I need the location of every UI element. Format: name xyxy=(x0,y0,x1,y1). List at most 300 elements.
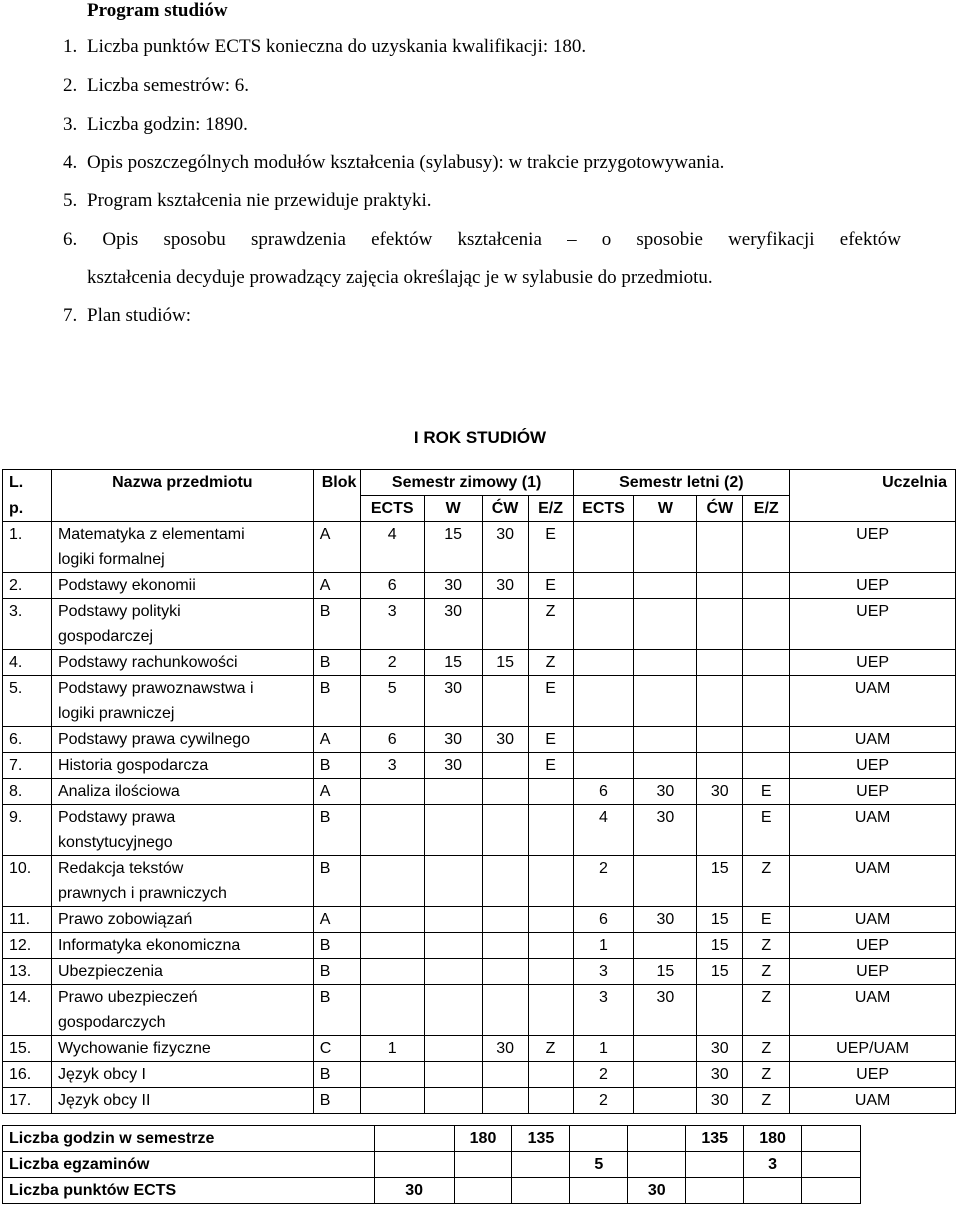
winter-w: 15 xyxy=(424,650,482,676)
subject-name-line: Informatyka ekonomiczna xyxy=(57,937,241,954)
winter-w: 30 xyxy=(424,573,482,599)
table-row xyxy=(3,599,956,650)
summer-w xyxy=(634,727,697,753)
subject-name-line: Podstawy prawa cywilnego xyxy=(57,731,251,748)
row-number: 15. xyxy=(3,1036,52,1062)
winter-ects xyxy=(360,959,424,985)
summer-w: 30 xyxy=(634,907,697,933)
summer-ects: 6 xyxy=(573,779,634,805)
subject-name-line: Język obcy I xyxy=(57,1066,146,1083)
summer-cw xyxy=(697,650,743,676)
summer-ects: 2 xyxy=(573,856,634,907)
row-number: 14. xyxy=(3,985,52,1036)
summer-w: 30 xyxy=(634,779,697,805)
subject-name xyxy=(51,1088,313,1114)
summary-value xyxy=(454,1152,512,1178)
row-number: 13. xyxy=(3,959,52,985)
table-row xyxy=(3,779,956,805)
winter-cw xyxy=(482,985,528,1036)
winter-cw xyxy=(482,676,528,727)
summer-w xyxy=(634,1036,697,1062)
table-row xyxy=(3,522,956,573)
summary-table xyxy=(2,1125,861,1204)
block-code: B xyxy=(313,856,360,907)
summary-value: 135 xyxy=(686,1126,744,1152)
university: UAM xyxy=(790,676,956,727)
winter-ez xyxy=(528,907,573,933)
block-code: B xyxy=(313,676,360,727)
block-code: B xyxy=(313,1088,360,1114)
block-code: A xyxy=(313,727,360,753)
winter-w xyxy=(424,959,482,985)
winter-ects xyxy=(360,985,424,1036)
winter-ects: 3 xyxy=(360,753,424,779)
subject-name xyxy=(51,599,313,650)
winter-w xyxy=(424,985,482,1036)
summer-w xyxy=(634,522,697,573)
summary-value xyxy=(374,1126,454,1152)
block-code: A xyxy=(313,522,360,573)
summary-value xyxy=(570,1126,628,1152)
winter-ez xyxy=(528,985,573,1036)
header-winter-ects: ECTS xyxy=(360,496,424,522)
winter-cw xyxy=(482,805,528,856)
table-row xyxy=(3,727,956,753)
summer-cw xyxy=(697,805,743,856)
block-code: B xyxy=(313,1062,360,1088)
summer-w xyxy=(634,1088,697,1114)
winter-ects xyxy=(360,1062,424,1088)
summer-ects xyxy=(573,573,634,599)
subject-name-line: Analiza ilościowa xyxy=(57,783,180,800)
winter-w xyxy=(424,856,482,907)
winter-cw xyxy=(482,933,528,959)
university: UEP/UAM xyxy=(790,1036,956,1062)
summer-ez xyxy=(743,522,790,573)
winter-cw xyxy=(482,779,528,805)
winter-cw: 30 xyxy=(482,522,528,573)
subject-name xyxy=(51,856,313,907)
summer-ez xyxy=(743,599,790,650)
table-row xyxy=(3,753,956,779)
winter-ez xyxy=(528,779,573,805)
subject-name xyxy=(51,727,313,753)
winter-ez: E xyxy=(528,727,573,753)
subject-name-line: logiki formalnej xyxy=(57,551,165,568)
summer-ez xyxy=(743,676,790,727)
summer-ez: Z xyxy=(743,856,790,907)
row-number: 9. xyxy=(3,805,52,856)
winter-cw: 30 xyxy=(482,573,528,599)
subject-name xyxy=(51,1062,313,1088)
row-number: 11. xyxy=(3,907,52,933)
row-number: 8. xyxy=(3,779,52,805)
block-code: B xyxy=(313,959,360,985)
program-point-4: 4. Opis poszczególnych modułów kształcenia (sylabusy): w trakcie przygotowywania. xyxy=(63,152,725,173)
summer-ects xyxy=(573,650,634,676)
summer-cw xyxy=(697,599,743,650)
subject-name xyxy=(51,805,313,856)
summary-value xyxy=(628,1126,686,1152)
winter-ez xyxy=(528,856,573,907)
university: UEP xyxy=(790,522,956,573)
summer-cw: 15 xyxy=(697,959,743,985)
summer-ez: E xyxy=(743,805,790,856)
header-winter-semester: Semestr zimowy (1) xyxy=(360,470,573,496)
subject-name xyxy=(51,650,313,676)
summer-ez xyxy=(743,650,790,676)
summer-cw: 30 xyxy=(697,779,743,805)
subject-name xyxy=(51,907,313,933)
subject-name-line: gospodarczej xyxy=(57,628,154,645)
summer-ects xyxy=(573,753,634,779)
summary-value: 3 xyxy=(744,1152,802,1178)
university: UEP xyxy=(790,779,956,805)
table-body xyxy=(3,522,956,1114)
winter-ects: 5 xyxy=(360,676,424,727)
summary-value xyxy=(374,1152,454,1178)
winter-cw: 15 xyxy=(482,650,528,676)
summer-ez: E xyxy=(743,779,790,805)
row-number: 4. xyxy=(3,650,52,676)
winter-ez: Z xyxy=(528,1036,573,1062)
summary-value xyxy=(686,1152,744,1178)
winter-ez xyxy=(528,933,573,959)
header-lp: L. xyxy=(3,470,52,496)
summer-ects: 1 xyxy=(573,1036,634,1062)
summer-cw: 30 xyxy=(697,1062,743,1088)
winter-ects xyxy=(360,805,424,856)
subject-name xyxy=(51,573,313,599)
row-number: 10. xyxy=(3,856,52,907)
summer-ects: 3 xyxy=(573,959,634,985)
winter-cw: 30 xyxy=(482,727,528,753)
summary-row xyxy=(3,1126,861,1152)
summer-ez: Z xyxy=(743,959,790,985)
winter-ez xyxy=(528,1088,573,1114)
summer-ects: 4 xyxy=(573,805,634,856)
row-number: 7. xyxy=(3,753,52,779)
winter-ez xyxy=(528,1062,573,1088)
winter-w xyxy=(424,1088,482,1114)
summary-value xyxy=(686,1178,744,1204)
subject-name-line: Podstawy prawa xyxy=(57,809,176,826)
winter-cw xyxy=(482,753,528,779)
summary-value xyxy=(744,1178,802,1204)
table-header-row xyxy=(3,470,956,496)
university: UAM xyxy=(790,985,956,1036)
summer-ez: Z xyxy=(743,933,790,959)
summer-cw xyxy=(697,573,743,599)
program-point-1: 1. Liczba punktów ECTS konieczna do uzyskania kwalifikacji: 180. xyxy=(63,36,587,57)
winter-ez: E xyxy=(528,573,573,599)
summary-label: Liczba punktów ECTS xyxy=(3,1178,375,1204)
summary-value: 180 xyxy=(454,1126,512,1152)
university: UAM xyxy=(790,907,956,933)
program-point-6: 6. Opis sposobu sprawdzenia efektów kształcenia – o sposobie weryfikacji efektów xyxy=(63,229,901,250)
winter-w: 30 xyxy=(424,676,482,727)
summer-cw: 30 xyxy=(697,1088,743,1114)
subject-name xyxy=(51,522,313,573)
subject-name xyxy=(51,959,313,985)
summer-ects xyxy=(573,727,634,753)
winter-cw xyxy=(482,856,528,907)
subject-name-line: gospodarczych xyxy=(57,1014,166,1031)
summary-value xyxy=(454,1178,512,1204)
winter-cw: 30 xyxy=(482,1036,528,1062)
table-row xyxy=(3,805,956,856)
winter-ez: Z xyxy=(528,599,573,650)
table-row xyxy=(3,1062,956,1088)
winter-w: 30 xyxy=(424,599,482,650)
winter-w xyxy=(424,779,482,805)
row-number: 6. xyxy=(3,727,52,753)
university: UEP xyxy=(790,753,956,779)
winter-w: 30 xyxy=(424,753,482,779)
row-number: 1. xyxy=(3,522,52,573)
subject-name-line: Podstawy prawoznawstwa i xyxy=(57,680,254,697)
winter-ez: Z xyxy=(528,650,573,676)
winter-cw xyxy=(482,1088,528,1114)
table-row xyxy=(3,985,956,1036)
summer-cw: 15 xyxy=(697,856,743,907)
winter-w xyxy=(424,933,482,959)
table-row xyxy=(3,1088,956,1114)
winter-ects: 4 xyxy=(360,522,424,573)
summer-cw: 30 xyxy=(697,1036,743,1062)
summary-value-empty xyxy=(802,1152,861,1178)
summer-cw xyxy=(697,727,743,753)
summer-w xyxy=(634,856,697,907)
summary-row xyxy=(3,1178,861,1204)
block-code: B xyxy=(313,753,360,779)
subject-name xyxy=(51,985,313,1036)
header-university: Uczelnia xyxy=(790,470,956,522)
header-summer-ects: ECTS xyxy=(573,496,634,522)
summer-ects xyxy=(573,522,634,573)
block-code: A xyxy=(313,779,360,805)
winter-w: 30 xyxy=(424,727,482,753)
summary-value: 5 xyxy=(570,1152,628,1178)
subject-name-line: prawnych i prawniczych xyxy=(57,885,227,902)
study-plan-table xyxy=(2,469,956,1114)
summary-value: 135 xyxy=(512,1126,570,1152)
summary-value xyxy=(512,1152,570,1178)
block-code: B xyxy=(313,650,360,676)
program-point-7: 7. Plan studiów: xyxy=(63,305,191,326)
summer-cw xyxy=(697,522,743,573)
winter-w xyxy=(424,805,482,856)
subject-name-line: Wychowanie fizyczne xyxy=(57,1040,211,1057)
summary-body xyxy=(3,1126,861,1204)
block-code: B xyxy=(313,933,360,959)
summary-value: 180 xyxy=(744,1126,802,1152)
summer-cw xyxy=(697,753,743,779)
summer-ez: Z xyxy=(743,985,790,1036)
summary-value xyxy=(628,1152,686,1178)
header-summer-cw: ĆW xyxy=(697,496,743,522)
university: UEP xyxy=(790,599,956,650)
row-number: 5. xyxy=(3,676,52,727)
university: UAM xyxy=(790,805,956,856)
university: UAM xyxy=(790,727,956,753)
university: UEP xyxy=(790,959,956,985)
university: UEP xyxy=(790,1062,956,1088)
university: UAM xyxy=(790,856,956,907)
subject-name-line: logiki prawniczej xyxy=(57,705,175,722)
subject-name-line: Matematyka z elementami xyxy=(57,526,245,543)
subject-name-line: Podstawy rachunkowości xyxy=(57,654,238,671)
summer-w: 15 xyxy=(634,959,697,985)
row-number: 2. xyxy=(3,573,52,599)
subject-name-line: Prawo ubezpieczeń xyxy=(57,989,198,1006)
table-row xyxy=(3,676,956,727)
winter-w: 15 xyxy=(424,522,482,573)
block-code: A xyxy=(313,907,360,933)
subject-name-line: Redakcja tekstów xyxy=(57,860,184,877)
summer-w: 30 xyxy=(634,985,697,1036)
winter-ects: 1 xyxy=(360,1036,424,1062)
table-row xyxy=(3,907,956,933)
university: UAM xyxy=(790,1088,956,1114)
winter-ects xyxy=(360,856,424,907)
header-lp-cont: p. xyxy=(3,496,52,522)
summer-ez xyxy=(743,753,790,779)
table-row xyxy=(3,1036,956,1062)
summer-ez xyxy=(743,727,790,753)
summer-cw xyxy=(697,985,743,1036)
winter-cw xyxy=(482,907,528,933)
summary-label: Liczba egzaminów xyxy=(3,1152,375,1178)
summer-w xyxy=(634,753,697,779)
summer-w xyxy=(634,676,697,727)
winter-ez: E xyxy=(528,676,573,727)
summer-ez: Z xyxy=(743,1088,790,1114)
subject-name xyxy=(51,676,313,727)
header-summer-semester: Semestr letni (2) xyxy=(573,470,790,496)
subject-name-line: Prawo zobowiązań xyxy=(57,911,193,928)
row-number: 3. xyxy=(3,599,52,650)
summary-label: Liczba godzin w semestrze xyxy=(3,1126,375,1152)
university: UEP xyxy=(790,573,956,599)
winter-ects: 6 xyxy=(360,573,424,599)
winter-ects: 6 xyxy=(360,727,424,753)
summer-w xyxy=(634,599,697,650)
header-summer-ez: E/Z xyxy=(743,496,790,522)
table-row xyxy=(3,650,956,676)
header-winter-cw: ĆW xyxy=(482,496,528,522)
summer-ez: Z xyxy=(743,1062,790,1088)
program-point-3: 3. Liczba godzin: 1890. xyxy=(63,114,248,135)
summer-w xyxy=(634,1062,697,1088)
subject-name-line: Historia gospodarcza xyxy=(57,757,209,774)
header-summer-w: W xyxy=(634,496,697,522)
subject-name xyxy=(51,933,313,959)
summer-ects: 6 xyxy=(573,907,634,933)
block-code: B xyxy=(313,985,360,1036)
winter-ects xyxy=(360,1088,424,1114)
summer-cw: 15 xyxy=(697,907,743,933)
header-subject-name: Nazwa przedmiotu xyxy=(51,470,313,522)
header-block: Blok xyxy=(313,470,360,522)
winter-ects: 2 xyxy=(360,650,424,676)
summer-ects xyxy=(573,676,634,727)
summer-ects: 2 xyxy=(573,1062,634,1088)
subject-name-line: Język obcy II xyxy=(57,1092,151,1109)
winter-cw xyxy=(482,599,528,650)
summary-value-empty xyxy=(802,1126,861,1152)
winter-ects: 3 xyxy=(360,599,424,650)
winter-ez: E xyxy=(528,753,573,779)
row-number: 16. xyxy=(3,1062,52,1088)
year-heading: I ROK STUDIÓW xyxy=(413,428,547,447)
summer-ez xyxy=(743,573,790,599)
row-number: 17. xyxy=(3,1088,52,1114)
program-point-2: 2. Liczba semestrów: 6. xyxy=(63,75,249,96)
table-row xyxy=(3,856,956,907)
university: UEP xyxy=(790,933,956,959)
summary-value xyxy=(570,1178,628,1204)
winter-ects xyxy=(360,907,424,933)
university: UEP xyxy=(790,650,956,676)
winter-ez xyxy=(528,805,573,856)
table-row xyxy=(3,573,956,599)
winter-ects xyxy=(360,779,424,805)
summary-value: 30 xyxy=(374,1178,454,1204)
subject-name-line: Ubezpieczenia xyxy=(57,963,163,980)
summer-cw xyxy=(697,676,743,727)
summer-w: 30 xyxy=(634,805,697,856)
winter-ects xyxy=(360,933,424,959)
winter-cw xyxy=(482,1062,528,1088)
winter-w xyxy=(424,1036,482,1062)
summer-w xyxy=(634,933,697,959)
subject-name-line: Podstawy ekonomii xyxy=(57,577,196,594)
summary-row xyxy=(3,1152,861,1178)
winter-w xyxy=(424,907,482,933)
summer-ects: 1 xyxy=(573,933,634,959)
summer-ez: Z xyxy=(743,1036,790,1062)
document-title: Program studiów xyxy=(87,0,228,21)
header-winter-w: W xyxy=(424,496,482,522)
program-point-5: 5. Program kształcenia nie przewiduje praktyki. xyxy=(63,190,432,211)
winter-ez xyxy=(528,959,573,985)
winter-ez: E xyxy=(528,522,573,573)
subject-name-line: Podstawy polityki xyxy=(57,603,181,620)
program-point-6-continued: kształcenia decyduje prowadzący zajęcia określając je w sylabusie do przedmiotu. xyxy=(87,267,713,288)
winter-cw xyxy=(482,959,528,985)
subject-name xyxy=(51,1036,313,1062)
row-number: 12. xyxy=(3,933,52,959)
table-row xyxy=(3,959,956,985)
subject-name-line: konstytucyjnego xyxy=(57,834,173,851)
summer-ez: E xyxy=(743,907,790,933)
summer-ects: 3 xyxy=(573,985,634,1036)
summary-value-empty xyxy=(802,1178,861,1204)
winter-w xyxy=(424,1062,482,1088)
subject-name xyxy=(51,753,313,779)
summer-ects xyxy=(573,599,634,650)
block-code: A xyxy=(313,573,360,599)
summer-cw: 15 xyxy=(697,933,743,959)
summary-value xyxy=(512,1178,570,1204)
subject-name xyxy=(51,779,313,805)
summary-value: 30 xyxy=(628,1178,686,1204)
block-code: B xyxy=(313,805,360,856)
header-winter-ez: E/Z xyxy=(528,496,573,522)
summer-ects: 2 xyxy=(573,1088,634,1114)
block-code: B xyxy=(313,599,360,650)
